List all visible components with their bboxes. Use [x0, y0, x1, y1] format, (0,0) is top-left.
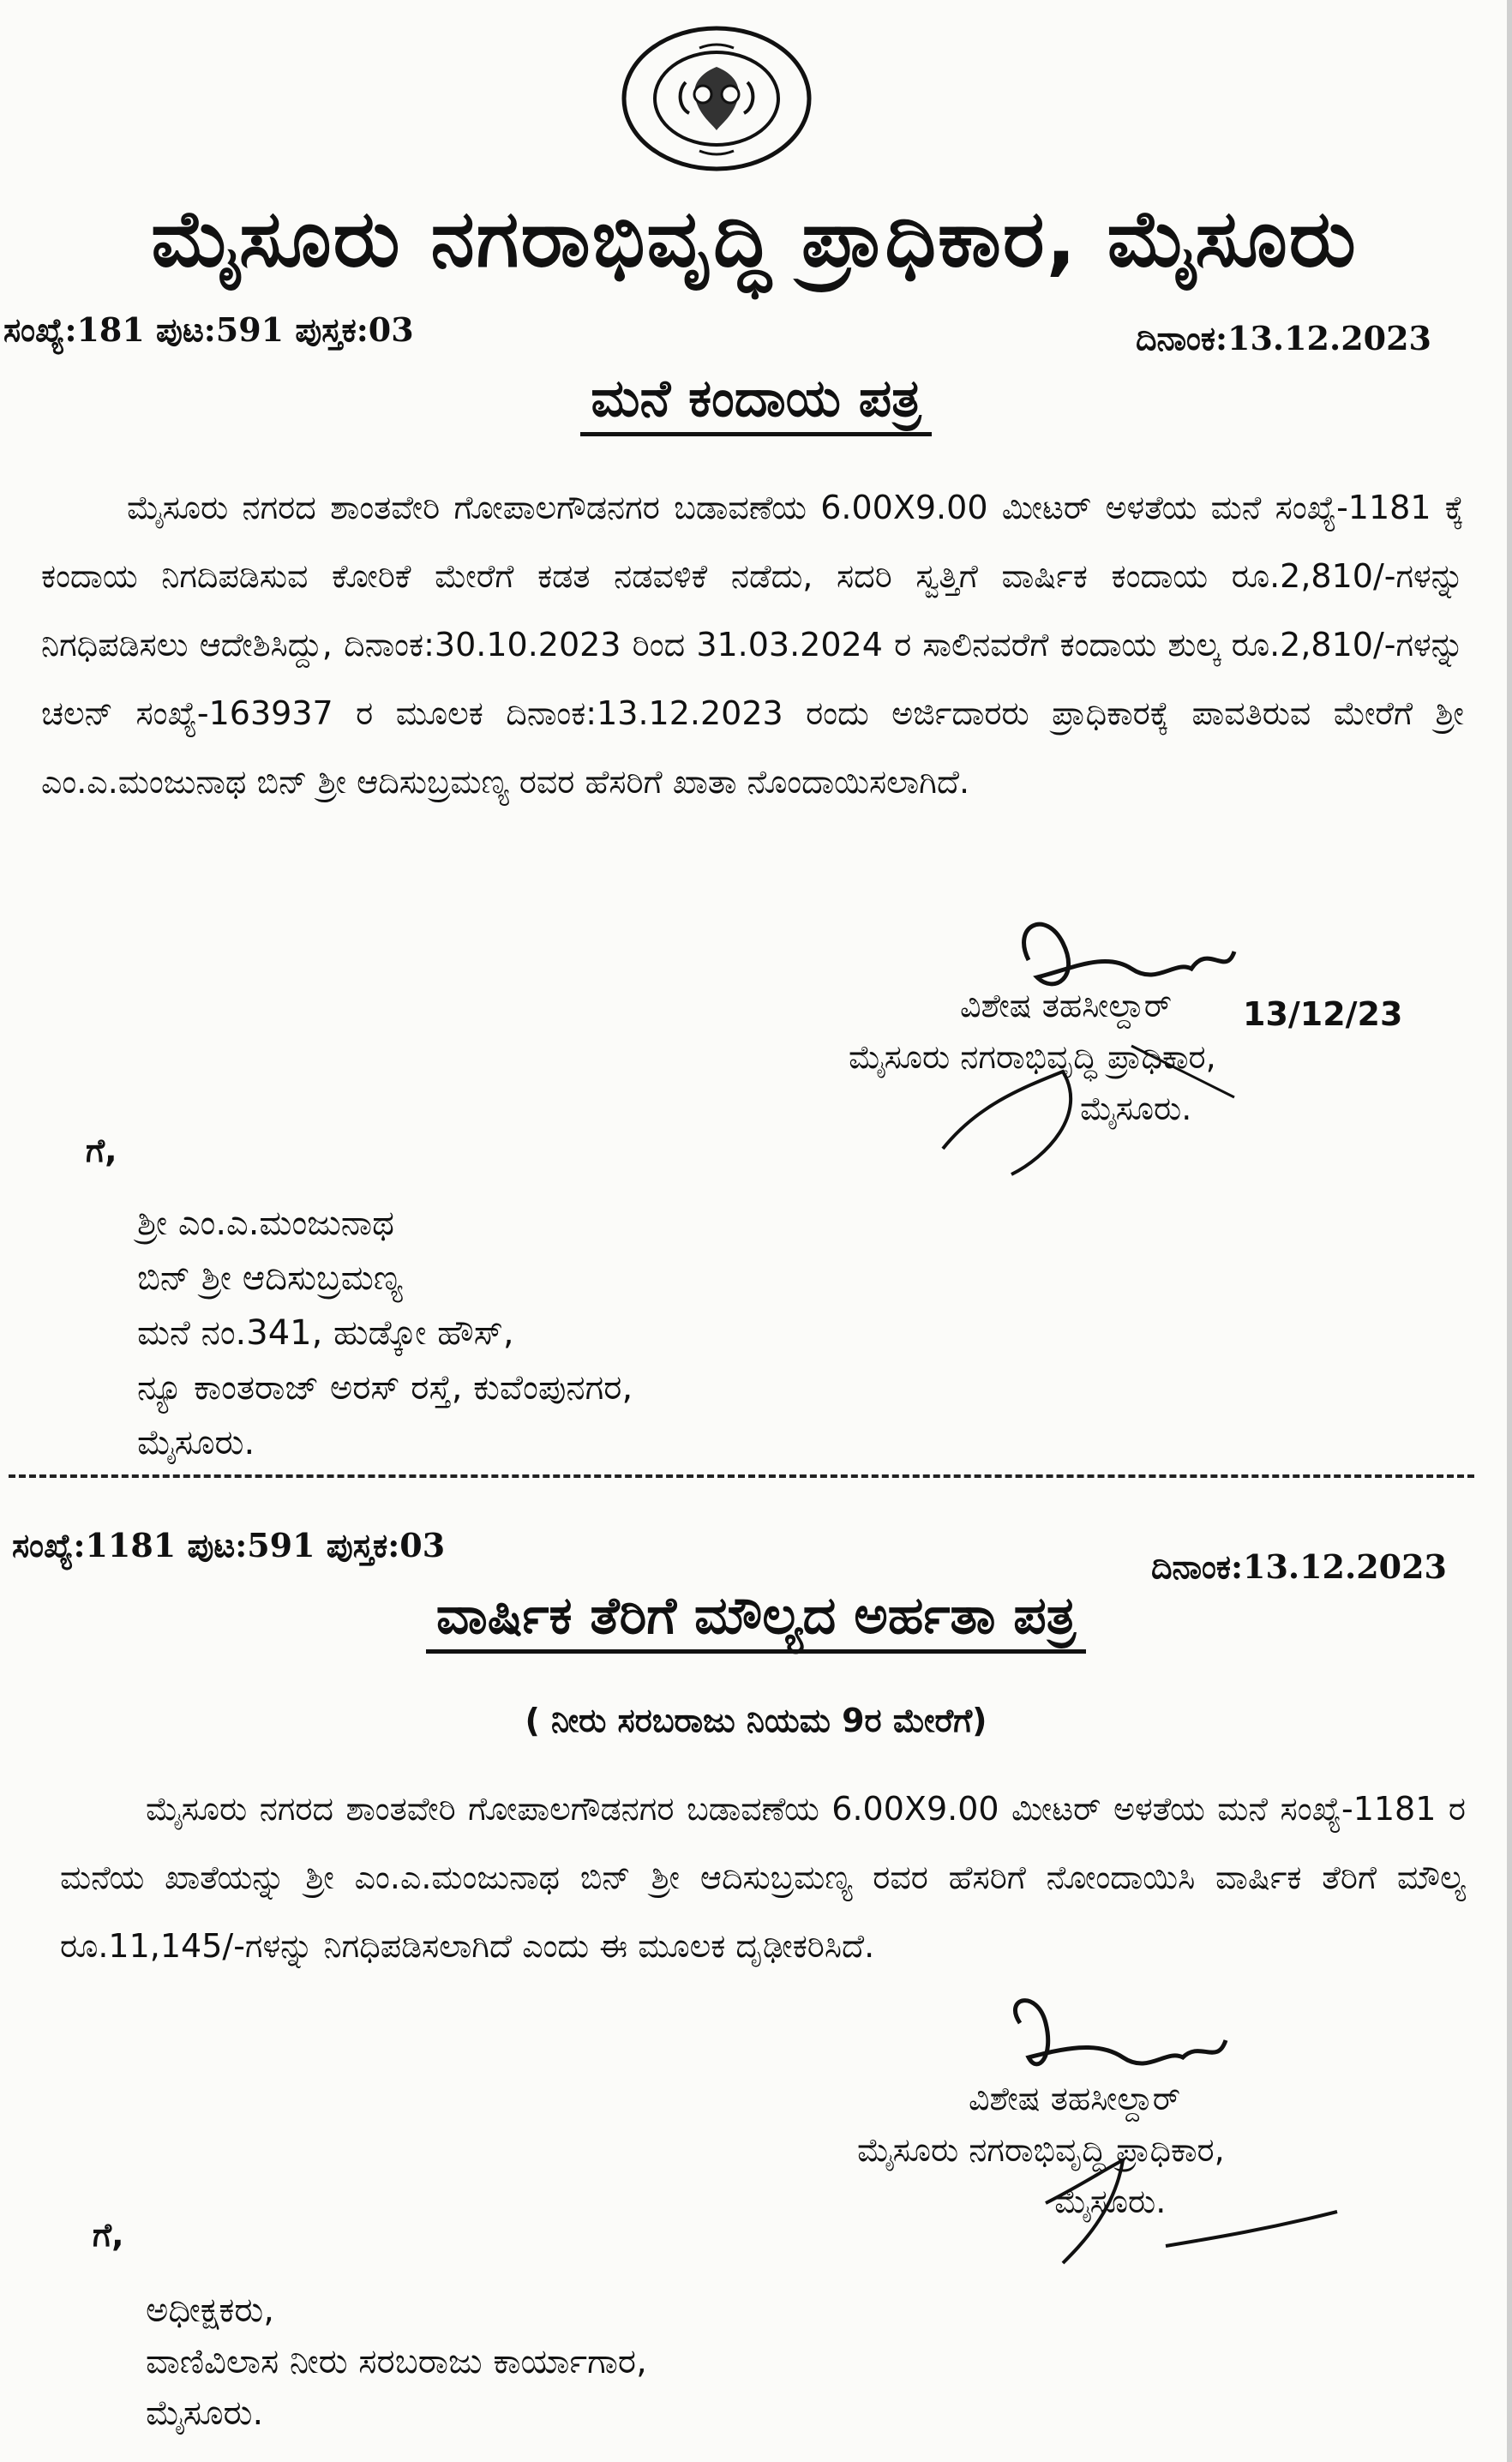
section1-address: [137, 1196, 633, 1470]
address-line: ವಾಣಿವಿಲಾಸ ನೀರು ಸರಬರಾಜು ಕಾರ್ಯಾಗಾರ,: [146, 2342, 647, 2381]
section1-signature-date: 13/12/23: [1243, 995, 1403, 1033]
address-line: ಮೈಸೂರು.: [137, 1423, 255, 1462]
section2-subtitle: ( ನೀರು ಸರಬರಾಜು ನಿಯಮ 9ರ ಮೇರೆಗೆ): [525, 1702, 987, 1739]
section2-date: ದಿನಾಂಕ:13.12.2023: [1150, 1547, 1447, 1586]
address-line: ಮೈಸೂರು.: [146, 2393, 264, 2433]
section1-body: ಮೈಸೂರು ನಗರದ ಶಾಂತವೇರಿ ಗೋಪಾಲಗೌಡನಗರ ಬಡಾವಣೆಯ 6.00X9.00 ಮೀಟರ್ ಅಳತೆಯ ಮನೆ ಸಂಖ್ಯೆ-1181 ಕ್ಕೆ ಕಂದಾಯ ನಿಗದಿಪಡಿಸುವ ಕೋರಿಕೆ ಮೇರೆಗೆ ಕಡತ ನಡವಳಿಕೆ ನಡೆದು, ಸದರಿ ಸ್ವತ್ತಿಗೆ ವಾರ್ಷಿಕ ಕಂದಾಯ ರೂ.2,810/-ಗಳನ್ನು ನಿಗಧಿಪಡಿಸಲು ಆದೇಶಿಸಿದ್ದು, ದಿನಾಂಕ:30.10.2023 ರಿಂದ 31.03.2024 ರ ಸಾಲಿನವರೆಗೆ ಕಂದಾಯ ಶುಲ್ಕ ರೂ.2,810/-ಗಳನ್ನು ಚಲನ್ ಸಂಖ್ಯೆ-163937 ರ ಮೂಲಕ ದಿನಾಂಕ:13.12.2023 ರಂದು ಅರ್ಜಿದಾರರು ಪ್ರಾಧಿಕಾರಕ್ಕೆ ಪಾವತಿರುವ ಮೇರೆಗೆ ಶ್ರೀ ಎಂ.ಎ.ಮಂಜುನಾಥ ಬಿನ್ ಶ್ರೀ ಆದಿಸುಬ್ರಮಣ್ಯ ರವರ ಹೆಸರಿಗೆ ಖಾತಾ ನೊಂದಾಯಿಸಲಾಗಿದೆ.: [41, 489, 1464, 801]
address-line: ಶ್ರೀ ಎಂ.ಎ.ಮಂಜುನಾಥ: [137, 1204, 394, 1243]
section1-reference: ಸಂಖ್ಯೆ:181 ಪುಟ:591 ಪುಸ್ತಕ:03: [3, 310, 414, 349]
section1-date: ದಿನಾಂಕ:13.12.2023: [1135, 319, 1431, 357]
section1-title: ಮನೆ ಕಂದಾಯ ಪತ್ರ: [0, 369, 1512, 429]
address-line: ಮನೆ ನಂ.341, ಹುಡ್ಕೋ ಹೌಸ್,: [137, 1313, 514, 1353]
section2-reference: ಸಂಖ್ಯೆ:1181 ಪುಟ:591 ಪುಸ್ತಕ:03: [12, 1526, 446, 1564]
section2-address: [146, 2285, 647, 2439]
section1-to-label: ಗೆ,: [86, 1132, 117, 1169]
section1-signatory-city: ಮೈಸೂರು.: [1080, 1090, 1192, 1127]
section1-signatory-office: ಮೈಸೂರು ನಗರಾಭಿವೃದ್ಧಿ ಪ್ರಾಧಿಕಾರ,: [849, 1038, 1216, 1076]
section2-body: ಮೈಸೂರು ನಗರದ ಶಾಂತವೇರಿ ಗೋಪಾಲಗೌಡನಗರ ಬಡಾವಣೆಯ 6.00X9.00 ಮೀಟರ್ ಅಳತೆಯ ಮನೆ ಸಂಖ್ಯೆ-1181 ರ ಮನೆಯ ಖಾತೆಯನ್ನು ಶ್ರೀ ಎಂ.ಎ.ಮಂಜುನಾಥ ಬಿನ್ ಶ್ರೀ ಆದಿಸುಬ್ರಮಣ್ಯ ರವರ ಹೆಸರಿಗೆ ನೋಂದಾಯಿಸಿ ವಾರ್ಷಿಕ ತೆರಿಗೆ ಮೌಲ್ಯ ರೂ.11,145/-ಗಳನ್ನು ನಿಗಧಿಪಡಿಸಲಾಗಿದೆ ಎಂದು ಈ ಮೂಲಕ ದೃಢೀಕರಿಸಿದೆ.: [60, 1790, 1466, 1965]
address-line: ಬಿನ್ ಶ್ರೀ ಆದಿಸುಬ್ರಮಣ್ಯ: [137, 1258, 403, 1298]
section1-signatory-title: ವಿಶೇಷ ತಹಸೀಲ್ದಾರ್: [960, 987, 1173, 1024]
address-line: ಅಧೀಕ್ಷಕರು,: [146, 2291, 274, 2330]
section-divider: [9, 1474, 1474, 1478]
section2-signatory-office: ಮೈಸೂರು ನಗರಾಭಿವೃದ್ಧಿ ಪ್ರಾಧಿಕಾರ,: [857, 2131, 1225, 2169]
address-line: ನ್ಯೂ ಕಾಂತರಾಜ್ ಅರಸ್ ರಸ್ತೆ, ಕುವೆಂಪುನಗರ,: [137, 1368, 633, 1408]
authority-emblem: [617, 22, 816, 175]
section2-to-label: ಗೆ,: [93, 2216, 124, 2254]
section2-signatory-title: ವಿಶೇಷ ತಹಸೀಲ್ದಾರ್: [969, 2080, 1181, 2117]
section2-title: ವಾರ್ಷಿಕ ತೆರಿಗೆ ಮೌಲ್ಯದ ಅರ್ಹತಾ ಪತ್ರ: [0, 1586, 1512, 1646]
organization-title: ಮೈಸೂರು ನಗರಾಭಿವೃದ್ಧಿ ಪ್ರಾಧಿಕಾರ, ಮೈಸೂರು: [151, 193, 1358, 285]
section2-signatory-city: ಮೈಸೂರು.: [1054, 2183, 1167, 2220]
